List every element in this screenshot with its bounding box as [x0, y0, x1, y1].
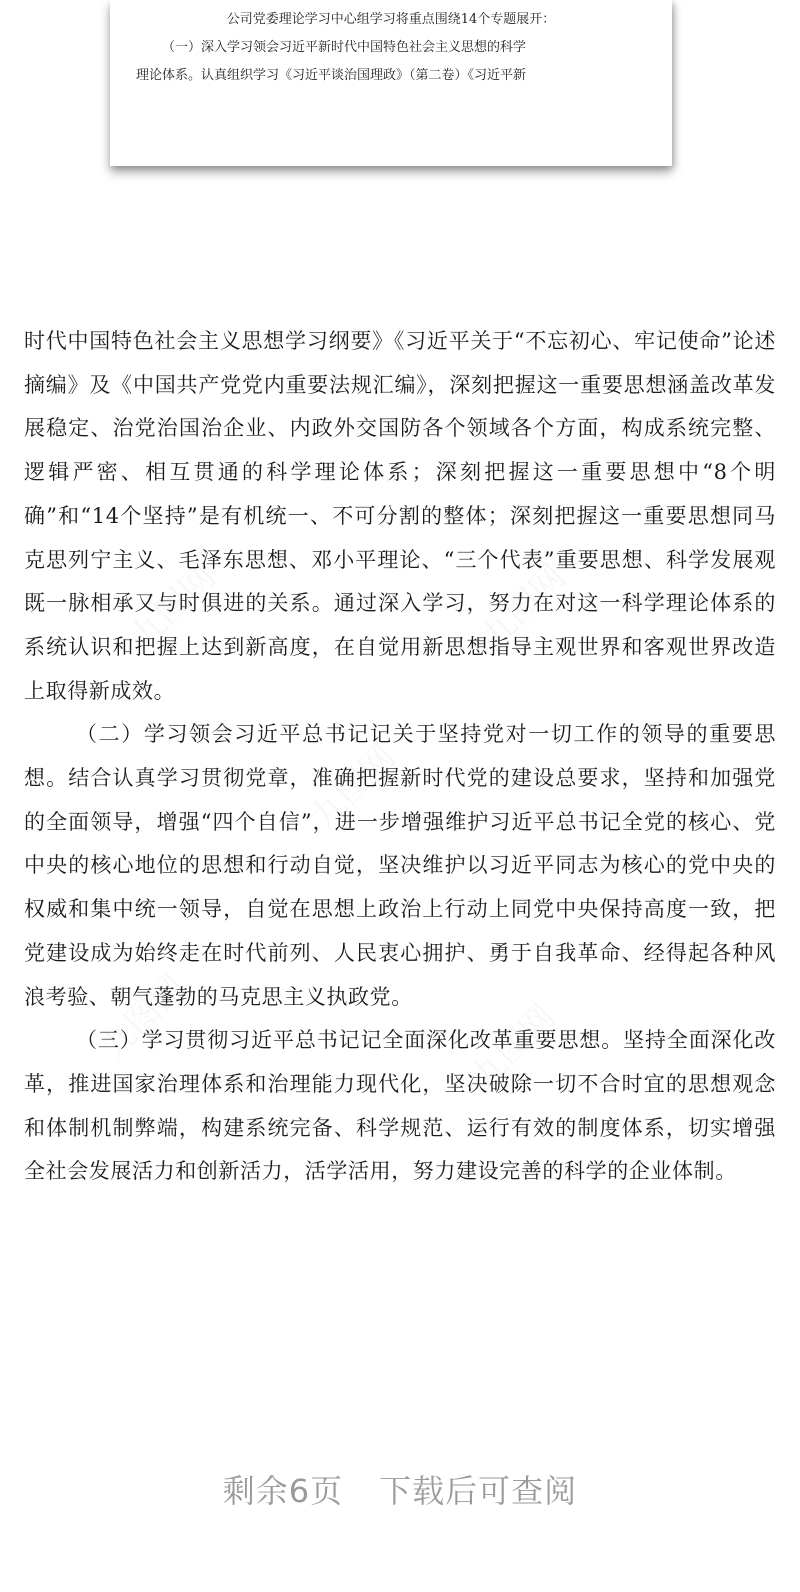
- download-hint-label[interactable]: 下载后可查阅: [379, 1472, 578, 1510]
- document-preview-card: [110, 0, 672, 166]
- document-body: [24, 320, 776, 1194]
- paragraph: （二）学习领会习近平总书记记关于坚持党对一切工作的领导的重要思想。结合认真学习贯彻党章，准确把握新时代党的建设总要求，坚持和加强党的全面领导，增强“四个自信”，进一步增强维护习近平总书记全党的核心、党中央的核心地位的思想和行动自觉，坚决维护以习近平同志为核心的党中央的权威和集中统一领导，自觉在思想上政治上行动上同党中央保持高度一致，把党建设成为始终走在时代前列、人民衷心拥护、勇于自我革命、经得起各种风浪考验、朝气蓬勃的马克思主义执政党。: [24, 722, 776, 1009]
- preview-line: （一）深入学习领会习近平新时代中国特色社会主义思想的科学: [162, 40, 527, 55]
- paragraph: 时代中国特色社会主义思想学习纲要》《习近平关于“不忘初心、牢记使命”论述摘编》及《中国共产党党内重要法规汇编》，深刻把握这一重要思想涵盖改革发展稳定、治党治国治企业、内政外交国防各个领域各个方面，构成系统完整、逻辑严密、相互贯通的科学理论体系；深刻把握这一重要思想中“8个明确”和“14个坚持”是有机统一、不可分割的整体；深刻把握这一重要思想同马克思列宁主义、毛泽东思想、邓小平理论、“三个代表”重要思想、科学发展观既一脉相承又与时俱进的关系。通过深入学习，努力在对这一科学理论体系的系统认识和把握上达到新高度，在自觉用新思想指导主观世界和客观世界改造上取得新成效。: [24, 329, 776, 703]
- remaining-pages-banner[interactable]: [0, 1466, 800, 1512]
- preview-line: 理论体系。认真组织学习《习近平谈治国理政》（第二卷）《习近平新: [136, 68, 527, 83]
- paragraph: （三）学习贯彻习近平总书记记全面深化改革重要思想。坚持全面深化改革，推进国家治理体系和治理能力现代化，坚决破除一切不合时宜的思想观念和体制机制弊端，构建系统完备、科学规范、运行有效的制度体系，切实增强全社会发展活力和创新活力，活学活用，努力建设完善的科学的企业体制。: [24, 1028, 776, 1184]
- preview-line: 公司党委理论学习中心组学习将重点围绕14个专题展开：: [226, 12, 556, 27]
- remaining-pages-label[interactable]: 剩余6页: [222, 1472, 344, 1510]
